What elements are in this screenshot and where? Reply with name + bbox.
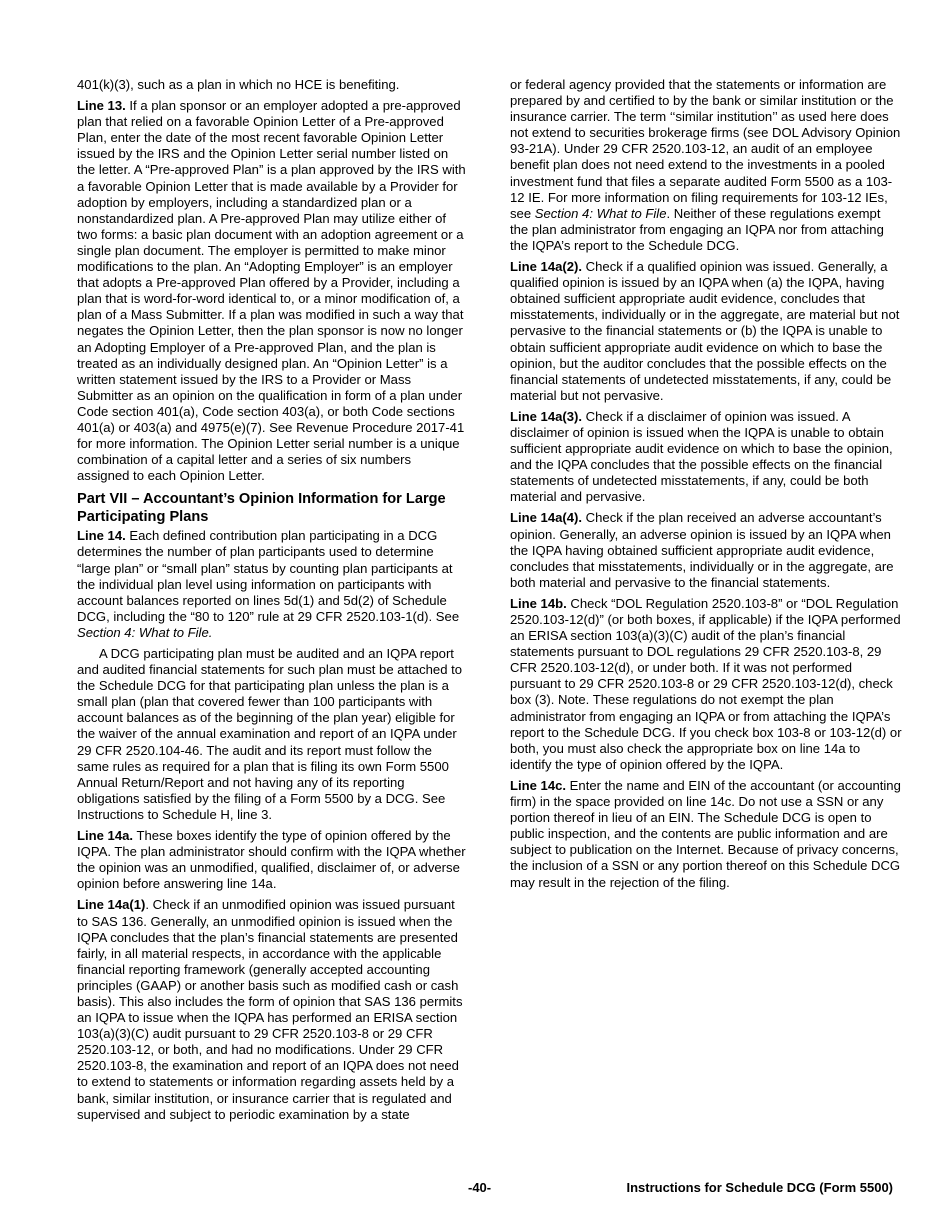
line-14-text: Each defined contribution plan participating in a DCG determines the number of plan participants used to determine “large plan” or “small plan” status by counting plan participants at the individual plan level using information on participants with account balances reported on lines 5d(1) and 5d(2) of Schedule DCG, including the “80 to 120” rule at 29 CFR 2520.103-1(d). See <box>77 528 460 624</box>
line-14a1-paragraph <box>77 897 466 1122</box>
line-14a2-text: Check if a qualified opinion was issued. Generally, a qualified opinion is issued by an IQPA when (a) the IQPA, having obtained sufficient appropriate audit evidence, concludes that misstatements, individually or in the aggregate, are material but not pervasive to the financial statements or (b) the IQPA is unable to obtain sufficient appropriate audit evidence on which to base the opinion, but the auditor concludes that the possible effects on the financial statements of undetected misstatements, if any, could be material but not pervasive. <box>510 259 900 403</box>
right-continuation-paragraph <box>510 77 902 254</box>
line-14a-paragraph <box>77 828 466 892</box>
right-continuation-text: or federal agency provided that the statements or information are prepared by and certified to by the bank or similar institution or the insurance carrier. The term ‘‘similar institution’’ as used here does not extend to securities brokerage firms (see DOL Advisory Opinion 93-21A). Under 29 CFR 2520.103-12, an audit of an employee benefit plan does not need extend to the investments in a pooled investment fund that files a separate audited Form 5500 as a 103-12 IE. For more information on filing requirements for 103-12 IEs, see <box>510 77 901 221</box>
line-13-text: If a plan sponsor or an employer adopted a pre-approved plan that relied on a favorable Opinion Letter of a Pre-approved Plan, enter the date of the most recent favorable Opinion Letter issued by the IRS and the Opinion Letter serial number listed on the letter. A “Pre-approved Plan” is a plan approved by the IRS with a favorable Opinion Letter that is made available by a Provider for adoption by employers, including a standardized plan or a nonstandardized plan. A Pre-approved Plan may utilize either of two forms: a basic plan document with an adoption agreement or a single plan document. The employer is permitted to make minor modifications to the plan. An “Adopting Employer” is an employer that adopts a Pre-approved Plan offered by a Provider, including a plan that is word-for-word identical to, or a minor modification of, a plan of a Mass Submitter. If a plan was modified in such a way that negates the Opinion Letter, then the plan sponsor is now no longer an Adopting Employer of a Pre-approved Plan, and the plan is treated as an individually designed plan. An “Opinion Letter” is a written statement issued by the IRS to a Provider or Mass Submitter as an opinion on the qualification in form of a plan under Code section 401(a), Code section 403(a), or both Code sections 401(a) or 403(a) and 4975(e)(7). See Revenue Procedure 2017-41 for more information. The Opinion Letter serial number is a unique combination of a capital letter and a series of six numbers assigned to each Opinion Letter. <box>77 98 466 484</box>
line-14-end: . <box>208 624 213 640</box>
line-14-section-ref: Section 4: What to File <box>77 624 209 640</box>
line-14a2-paragraph <box>510 259 902 404</box>
line-14a4-paragraph <box>510 510 902 590</box>
line-14b-text: Check “DOL Regulation 2520.103-8” or “DOL Regulation 2520.103-12(d)” (or both boxes, if applicable) if the IQPA performed an ERISA section 103(a)(3)(C) audit of the plan’s financial statements pursuant to DOL regulations 29 CFR 2520.103-8, 29 CFR 2520.103-12(d), or under both. If it was not performed pursuant to 29 CFR 2520.103-8 or 29 CFR 2520.103-12(d), check box (3). Note. These regulations do not exempt the plan administrator from engaging an IQPA or from attaching the IQPA’s report to the Schedule DCG. If you check box 103-8 or 103-12(d) or both, you must also check the appropriate box on line 14a to identify the type of opinion offered by the IQPA. <box>510 595 902 772</box>
line-13-paragraph <box>77 98 466 484</box>
line-14b-label: Line 14b. <box>510 595 567 611</box>
continuation-paragraph: 401(k)(3), such as a plan in which no HCE is benefiting. <box>77 77 400 92</box>
right-column <box>510 77 902 896</box>
line-14-paragraph <box>77 528 466 641</box>
right-section-ref: Section 4: What to File <box>534 205 667 221</box>
line-14a-label: Line 14a. <box>77 828 134 844</box>
line-14a3-paragraph <box>510 409 902 506</box>
right-continuation-end: . Neither of these regulations exempt the plan administrator from engaging an IQPA nor from attaching the IQPA’s report to the Schedule DCG. <box>510 205 884 253</box>
left-column <box>77 77 466 1128</box>
line-14a3-label: Line 14a(3). <box>510 408 583 424</box>
line-14a-text: These boxes identify the type of opinion offered by the IQPA. The plan administrator should confirm with the IQPA whether the opinion was an unmodified, qualified, disclaimer of, or adverse opinion before answering line 14a. <box>77 828 466 892</box>
line-14c-label: Line 14c. <box>510 777 567 793</box>
line-14b-paragraph <box>510 596 902 773</box>
page-number: -40- <box>468 1180 492 1195</box>
line-13-label: Line 13. <box>77 98 126 114</box>
line-14a4-label: Line 14a(4). <box>510 510 583 526</box>
line-14a1-text: . Check if an unmodified opinion was issued pursuant to SAS 136. Generally, an unmodified opinion is issued when the IQPA concludes that the plan’s financial statements are presented fairly, in all material respects, in accordance with the applicable financial reporting framework (generally accepted accounting principles (GAAP) or another basis such as modified cash or cash basis). This also includes the form of opinion that SAS 136 permits an IQPA to issue when the IQPA has performed an ERISA section 103(a)(3)(C) audit pursuant to 29 CFR 2520.103-8 or 29 CFR 2520.103-12, or both, and had no modifications. Under 29 CFR 2520.103-8, the examination and report of an IQPA does not need to extend to statements or information regarding assets held by a bank, similar institution, or insurance carrier that is regulated and supervised and subject to periodic examination by a state <box>77 897 463 1122</box>
line-14a3-text: Check if a disclaimer of opinion was issued. A disclaimer of opinion is issued when the IQPA is unable to obtain sufficient appropriate audit evidence on which to base the opinion, and the IQPA concludes that the possible effects on the financial statements of undetected misstatements, if any, could be both material and pervasive. <box>510 408 893 505</box>
line-14-label: Line 14. <box>77 528 126 544</box>
part-vii-heading: Part VII – Accountant’s Opinion Information for Large Participating Plans <box>77 491 446 526</box>
line-14a1-label: Line 14a(1) <box>77 897 146 913</box>
footer-title: Instructions for Schedule DCG (Form 5500) <box>626 1180 893 1195</box>
line-14c-paragraph <box>510 778 902 891</box>
line-14a4-text: Check if the plan received an adverse accountant’s opinion. Generally, an adverse opinion is issued by an IQPA when the IQPA having obtained sufficient appropriate audit evidence, concludes that misstatements, individually or in the aggregate, are both material and pervasive to the financial statements. <box>510 510 894 590</box>
line-14a2-label: Line 14a(2). <box>510 259 583 275</box>
dcg-audit-paragraph: A DCG participating plan must be audited and an IQPA report and audited financial statements for such plan must be attached to the Schedule DCG for that participating plan unless the plan is a small plan (plan that covered fewer than 100 participants with account balances as of the beginning of the plan year) eligible for the waiver of the annual examination and report of an IQPA under 29 CFR 2520.104-46. The audit and its report must follow the same rules as required for a plan that is filing its own Form 5500 Annual Return/Report and not having any of its reporting obligations satisfied by the filing of a Form 5500 by a DCG. See Instructions to Schedule H, line 3. <box>77 646 463 822</box>
line-14c-text: Enter the name and EIN of the accountant (or accounting firm) in the space provided on line 14c. Do not use a SSN or any portion thereof in lieu of an EIN. The Schedule DCG is open to public inspection, and the contents are public information and are subject to publication on the Internet. Because of privacy concerns, the inclusion of a SSN or any portion thereof on this Schedule DCG may result in the rejection of the filing. <box>510 777 901 890</box>
